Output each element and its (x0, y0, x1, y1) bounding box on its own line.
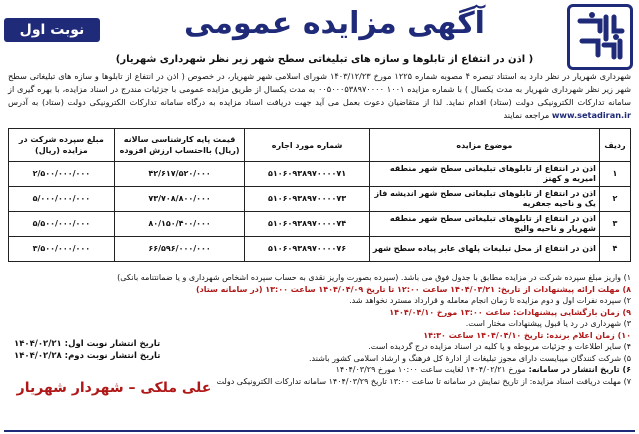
logo-emblem-icon (570, 7, 630, 67)
intro-tail: مراجعه نمایند (503, 110, 550, 120)
row-deposit: ۵/۵۰۰/۰۰۰/۰۰۰ (9, 212, 115, 237)
note-item: ۵) شرکت کنندگان میبایست دارای مجوز تبلیغات از ادارهٔ کل فرهنگ و ارشاد اسلامی کشور باشند. (309, 353, 631, 363)
table-header-row (9, 129, 631, 162)
row-contract-number: ۵۱۰۶۰۹۳۸۹۷۰۰۰۰۷۴ (245, 212, 369, 237)
bottom-divider (4, 430, 635, 432)
row-base-price: ۶۶/۵۹۶/۰۰۰/۰۰۰ (114, 237, 245, 262)
mayor-signature: علی ملکی – شهردار شهریار (16, 380, 212, 396)
publish-first-date: تاریخ انتشار نوبت اول: ۱۴۰۴/۰۲/۲۱ (14, 339, 161, 349)
row-deposit: ۳/۵۰۰/۰۰۰/۰۰۰ (9, 237, 115, 262)
auction-table (8, 128, 631, 262)
deadline-open: ۹) زمان بازگشایی پیشنهادات: ساعت ۱۳:۰۰ مورخ ۱۴۰۴/۰۴/۱۰ (389, 307, 631, 317)
row-subject: اذن در انتفاع از تابلوهای تبلیغاتی سطح شهر اندیشه فاز یک و ناحیه جعفریه (369, 187, 599, 212)
table-row (9, 237, 631, 262)
setad-link[interactable]: www.setadiran.ir (551, 110, 631, 120)
intro-text: شهرداری شهریار در نظر دارد به استناد تبصره ۴ مصوبه شماره ۱۲۲۵ مورخ ۱۴۰۳/۱۲/۲۳ شورای اسلامی شهر شهریار، در خصوص ( اذن در انتفاع از تابلوها و سازه های تبلیغاتی سطح شهر زیر نظر شهرداری شهریار به مدت یکسال ) با شماره مزایده ۱۰۰۱ ۰۰۵۰۰۰۵۳۸۹۷۰۰۰۰ به مدت یکسال از طریق مزایده عمومی با جزئیات مندرج در اسناد مزایده، با بهره گیری از سامانه تدارکات الکترونیکی دولت (ستاد) اقدام نماید. لذا از متقاضیان دعوت بعمل می آید جهت دریافت اسناد مزایده به درگاه سامانه تدارکات الکترونیکی دولت (ستاد) به آدرس (8, 71, 631, 107)
publish-dates (14, 338, 244, 370)
row-subject: اذن در انتفاع از محل تبلیغات پلهای عابر پیاده سطح شهر (369, 237, 599, 262)
header-subject: موضوع مزایده (369, 129, 599, 162)
row-number: ۴ (599, 237, 630, 262)
row-deposit: ۲/۵۰۰/۰۰۰/۰۰۰ (9, 162, 115, 187)
header-contract-number: شماره مورد اجاره (245, 129, 369, 162)
row-number: ۳ (599, 212, 630, 237)
row-subject: اذن در انتفاع از تابلوهای تبلیغاتی سطح شهر منطقه شهریار و ناحیه والیج (369, 212, 599, 237)
notice-title: آگهی مزایده عمومی (184, 6, 485, 41)
note-item: ۲) سپرده نفرات اول و دوم مزایده تا زمان انجام معامله و قرارداد مسترد نخواهد شد. (349, 296, 631, 305)
header-base-price: قیمت پایه کارشناسی سالانه (ریال) بااحتساب ارزش افزوده (114, 129, 245, 162)
note-item: ۴) سایر اطلاعات و جزئیات مربوطه و یا کلیه در اسناد مزایده درج گردیده است. (368, 342, 631, 351)
row-base-price: ۴۲/۶۱۷/۵۲۰/۰۰۰ (114, 162, 245, 187)
note-item: ۶) تاریخ انتشار در سامانه: مورخ ۱۴۰۴/۰۲/۲۱ لغایت ساعت ۱۰:۰۰ مورخ ۱۴۰۴/۰۳/۲۹ (335, 365, 631, 374)
row-deposit: ۵/۰۰۰/۰۰۰/۰۰۰ (9, 187, 115, 212)
row-contract-number: ۵۱۰۶۰۹۳۸۹۷۰۰۰۰۷۱ (245, 162, 369, 187)
notice-subtitle: ( اذن در انتفاع از تابلوها و سازه های تبلیغاتی سطح شهر زیر نظر شهرداری شهریار) (115, 54, 534, 65)
auction-table-container (8, 128, 631, 268)
shahriar-municipality-logo (567, 4, 633, 70)
note-item: ۱) واریز مبلغ سپرده شرکت در مزایده مطابق با جدول فوق می باشد. (سپرده بصورت واریز نقدی به حساب سپرده اشخاص شهرداری و یا ضمانتنامه بانکی) (117, 273, 631, 282)
note-item (8, 307, 631, 319)
note-item (8, 284, 631, 296)
publish-second-date: تاریخ انتشار نوبت دوم: ۱۴۰۴/۰۲/۲۸ (14, 351, 161, 361)
row-subject: اذن در انتفاع از تابلوهای تبلیغاتی سطح شهر منطقه امیریه و کهنز (369, 162, 599, 187)
table-row (9, 212, 631, 237)
table-row (9, 187, 631, 212)
row-base-price: ۸۰/۱۵۰/۴۰۰/۰۰۰ (114, 212, 245, 237)
deadline-announce: ۱۰) زمان اعلام برنده: تاریخ ۱۴۰۴/۰۴/۱۰ ساعت ۱۴:۳۰ (423, 330, 631, 340)
table-row (9, 162, 631, 187)
deadline-submit: ۸) مهلت ارائه پیشنهادات از تاریخ: ۱۴۰۴/۰۳/۲۱ ساعت ۱۲:۰۰ تا تاریخ ۱۴۰۴/۰۴/۰۹ ساعت ۱۳:۰۰ (در سامانه ستاد) (195, 284, 631, 294)
header-deposit: مبلغ سپرده شرکت در مزایده (ریال) (9, 129, 115, 162)
row-base-price: ۷۳/۷۰۸/۸۰۰/۰۰۰ (114, 187, 245, 212)
header-row-number: ردیف (599, 129, 630, 162)
row-number: ۱ (599, 162, 630, 187)
note-item: ۷) مهلت دریافت اسناد مزایده: از تاریخ نمایش در سامانه تا ساعت ۱۳:۰۰ تاریخ ۱۴۰۴/۰۳/۲۹ سامانه تدارکات الکترونیکی دولت (216, 376, 631, 386)
row-contract-number: ۵۱۰۶۰۹۳۸۹۷۰۰۰۰۷۶ (245, 237, 369, 262)
row-contract-number: ۵۱۰۶۰۹۳۸۹۷۰۰۰۰۷۳ (245, 187, 369, 212)
row-number: ۲ (599, 187, 630, 212)
intro-paragraph (8, 70, 631, 128)
note-item: ۳) شهرداری در رد یا قبول پیشنهادات مختار است. (465, 319, 631, 328)
round-badge: نوبت اول (4, 18, 100, 42)
